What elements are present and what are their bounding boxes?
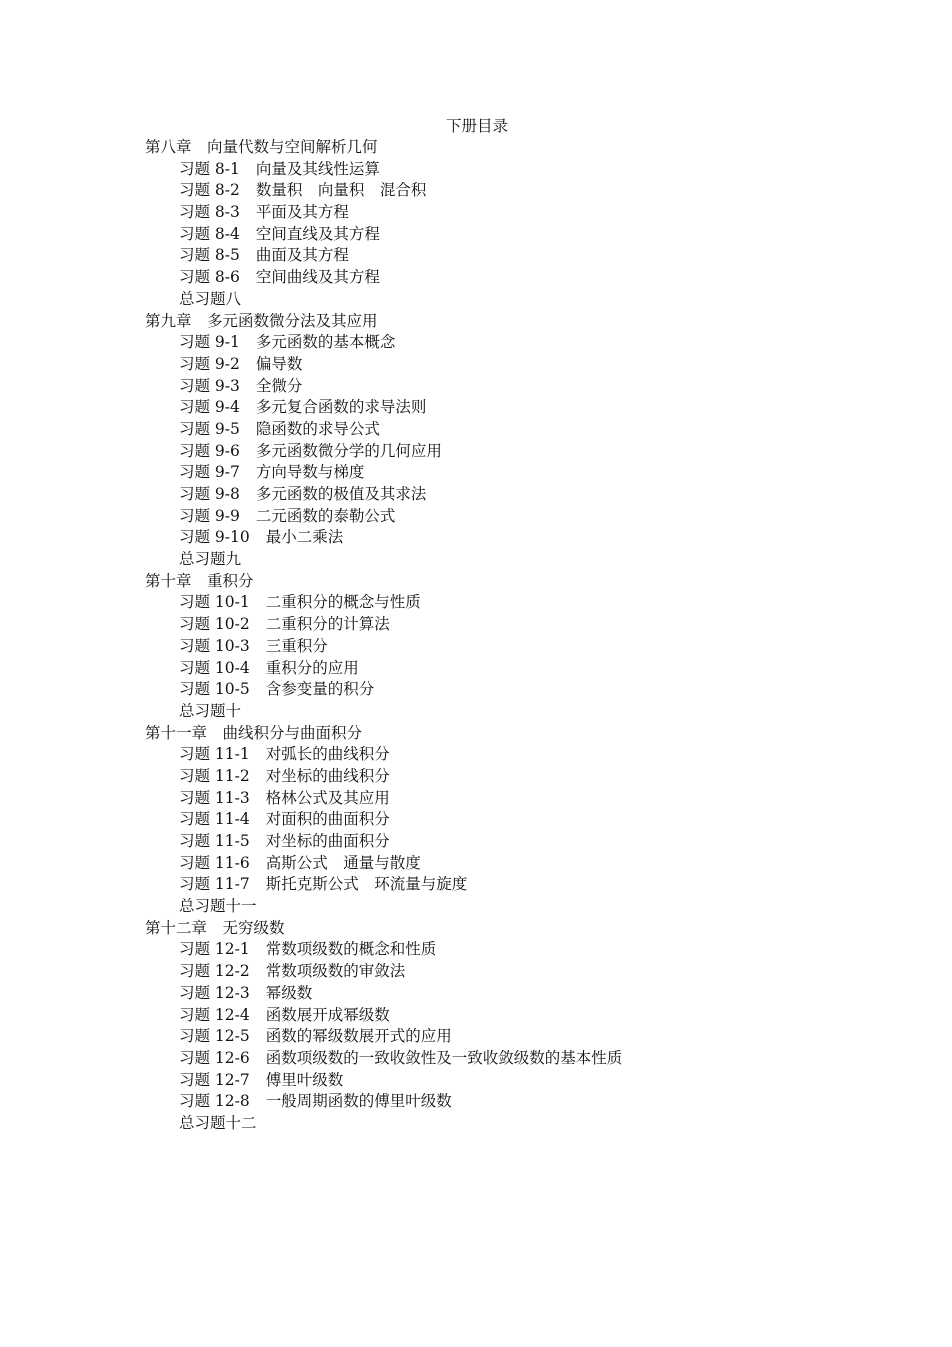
exercise-title: 二元函数的泰勒公式 [255, 506, 396, 525]
toc-entry [145, 1005, 845, 1027]
exercise-title: 高斯公式 通量与散度 [265, 853, 421, 872]
toc-entry [145, 853, 845, 875]
exercise-title: 向量及其线性运算 [255, 159, 380, 178]
exercise-number: 习题 9-6 [179, 441, 240, 460]
exercise-number: 习题 9-2 [179, 354, 240, 373]
exercise-title: 斯托克斯公式 环流量与旋度 [265, 875, 468, 894]
exercise-title: 对坐标的曲面积分 [265, 832, 390, 850]
toc-entry [145, 896, 845, 918]
exercise-title: 曲面及其方程 [255, 246, 349, 265]
exercise-title: 常数项级数的概念和性质 [265, 940, 437, 959]
toc-entry [145, 1091, 845, 1113]
exercise-number: 习题 12-4 [179, 1005, 250, 1024]
exercise-number: 习题 8-2 [179, 181, 240, 200]
exercise-title: 多元函数的极值及其求法 [255, 485, 427, 503]
exercise-number: 习题 8-1 [179, 159, 240, 178]
exercise-number: 习题 9-8 [179, 485, 240, 503]
exercise-title: 格林公式及其应用 [265, 788, 390, 807]
toc-entry [145, 549, 845, 571]
toc-entry [145, 788, 845, 810]
exercise-number: 习题 9-4 [179, 398, 240, 417]
exercise-title: 含参变量的积分 [265, 680, 375, 699]
chapter-heading: 第八章 向量代数与空间解析几何 [145, 138, 378, 156]
exercise-title: 多元复合函数的求导法则 [255, 398, 427, 417]
exercise-title: 函数项级数的一致收敛性及一致收敛级数的基本性质 [265, 1048, 623, 1067]
exercise-title: 常数项级数的审敛法 [265, 962, 406, 981]
chapter-heading: 第十一章 曲线积分与曲面积分 [145, 723, 363, 742]
exercise-number: 习题 10-1 [179, 593, 250, 612]
exercise-number: 总习题八 [179, 289, 242, 308]
exercise-number: 总习题十二 [179, 1113, 257, 1132]
exercise-title: 方向导数与梯度 [255, 463, 365, 482]
toc-entry [145, 441, 845, 463]
exercise-title: 幂级数 [265, 983, 313, 1002]
toc-entry [145, 462, 845, 484]
toc-entry [145, 354, 845, 376]
toc-entry [145, 245, 845, 267]
toc-entry [145, 180, 845, 202]
toc-entry [145, 1070, 845, 1092]
toc-entry [145, 744, 845, 766]
exercise-number: 习题 9-1 [179, 333, 240, 352]
toc-entry [145, 159, 845, 181]
exercise-number: 习题 8-4 [179, 224, 240, 243]
exercise-number: 习题 11-4 [179, 810, 250, 829]
exercise-number: 习题 9-9 [179, 506, 240, 525]
exercise-number: 习题 8-5 [179, 246, 240, 265]
exercise-number: 习题 12-2 [179, 962, 250, 981]
toc-entry [145, 1048, 845, 1070]
toc-entry [145, 506, 845, 528]
toc-entry [145, 636, 845, 658]
exercise-title: 空间曲线及其方程 [255, 268, 380, 287]
toc-entry [145, 267, 845, 289]
toc-entry [145, 289, 845, 311]
toc-entry [145, 484, 845, 506]
exercise-number: 习题 11-2 [179, 766, 250, 785]
toc-entry [145, 1113, 845, 1135]
exercise-number: 习题 9-7 [179, 463, 240, 482]
toc-entry [145, 939, 845, 961]
toc-entry [145, 809, 845, 831]
exercise-number: 总习题十 [179, 701, 242, 720]
exercise-number: 习题 12-1 [179, 940, 250, 959]
toc-entry [145, 874, 845, 896]
toc-entry [145, 332, 845, 354]
toc-entry [145, 983, 845, 1005]
exercise-number: 总习题十一 [179, 897, 257, 916]
exercise-number: 习题 8-6 [179, 268, 240, 287]
table-of-contents [145, 137, 845, 1135]
exercise-number: 习题 12-3 [179, 983, 250, 1002]
exercise-number: 习题 12-5 [179, 1027, 250, 1046]
toc-entry [145, 592, 845, 614]
toc-entry [145, 397, 845, 419]
exercise-title: 平面及其方程 [255, 203, 349, 222]
exercise-number: 习题 10-3 [179, 636, 250, 655]
exercise-number: 习题 12-8 [179, 1092, 250, 1111]
exercise-title: 偏导数 [255, 354, 303, 373]
exercise-number: 习题 9-5 [179, 419, 240, 438]
chapter-heading: 第十章 重积分 [145, 571, 254, 590]
exercise-title: 三重积分 [265, 636, 328, 655]
exercise-number: 习题 11-7 [179, 875, 250, 894]
toc-title: 下册目录 [445, 117, 508, 135]
toc-entry [145, 766, 845, 788]
exercise-number: 习题 12-7 [179, 1070, 250, 1089]
toc-entry [145, 419, 845, 441]
exercise-number: 习题 9-10 [179, 528, 250, 547]
exercise-title: 隐函数的求导公式 [255, 419, 380, 438]
toc-entry [145, 658, 845, 680]
exercise-title: 对面积的曲面积分 [265, 810, 390, 829]
exercise-title: 多元函数的基本概念 [255, 333, 396, 352]
exercise-title: 一般周期函数的傅里叶级数 [265, 1092, 452, 1111]
exercise-number: 习题 10-5 [179, 680, 250, 699]
toc-entry [145, 614, 845, 636]
exercise-title: 对弧长的曲线积分 [265, 745, 390, 764]
toc-entry [145, 831, 845, 853]
toc-entry [145, 701, 845, 723]
exercise-number: 总习题九 [179, 550, 242, 569]
exercise-number: 习题 10-2 [179, 615, 250, 634]
exercise-number: 习题 9-3 [179, 376, 240, 395]
exercise-number: 习题 11-3 [179, 788, 250, 807]
toc-entry [145, 527, 845, 549]
exercise-title: 二重积分的计算法 [265, 615, 390, 634]
exercise-title: 对坐标的曲线积分 [265, 766, 390, 785]
exercise-title: 最小二乘法 [265, 528, 344, 547]
exercise-number: 习题 11-5 [179, 832, 250, 850]
toc-entry [145, 224, 845, 246]
exercise-title: 重积分的应用 [265, 658, 359, 677]
chapter-heading: 第十二章 无穷级数 [145, 918, 285, 937]
exercise-number: 习题 8-3 [179, 203, 240, 222]
toc-entry [145, 961, 845, 983]
toc-entry [145, 1026, 845, 1048]
exercise-title: 二重积分的概念与性质 [265, 593, 421, 612]
exercise-title: 多元函数微分学的几何应用 [255, 441, 442, 460]
exercise-title: 函数展开成幂级数 [265, 1005, 390, 1024]
toc-entry [145, 376, 845, 398]
toc-entry [145, 202, 845, 224]
exercise-title: 全微分 [255, 376, 303, 395]
exercise-number: 习题 11-1 [179, 745, 250, 764]
exercise-title: 数量积 向量积 混合积 [255, 181, 427, 200]
exercise-number: 习题 12-6 [179, 1048, 250, 1067]
exercise-title: 傅里叶级数 [265, 1070, 344, 1089]
chapter-heading: 第九章 多元函数微分法及其应用 [145, 311, 378, 330]
exercise-title: 函数的幂级数展开式的应用 [265, 1027, 452, 1046]
exercise-title: 空间直线及其方程 [255, 224, 380, 243]
exercise-number: 习题 10-4 [179, 658, 250, 677]
exercise-number: 习题 11-6 [179, 853, 250, 872]
toc-entry [145, 679, 845, 701]
